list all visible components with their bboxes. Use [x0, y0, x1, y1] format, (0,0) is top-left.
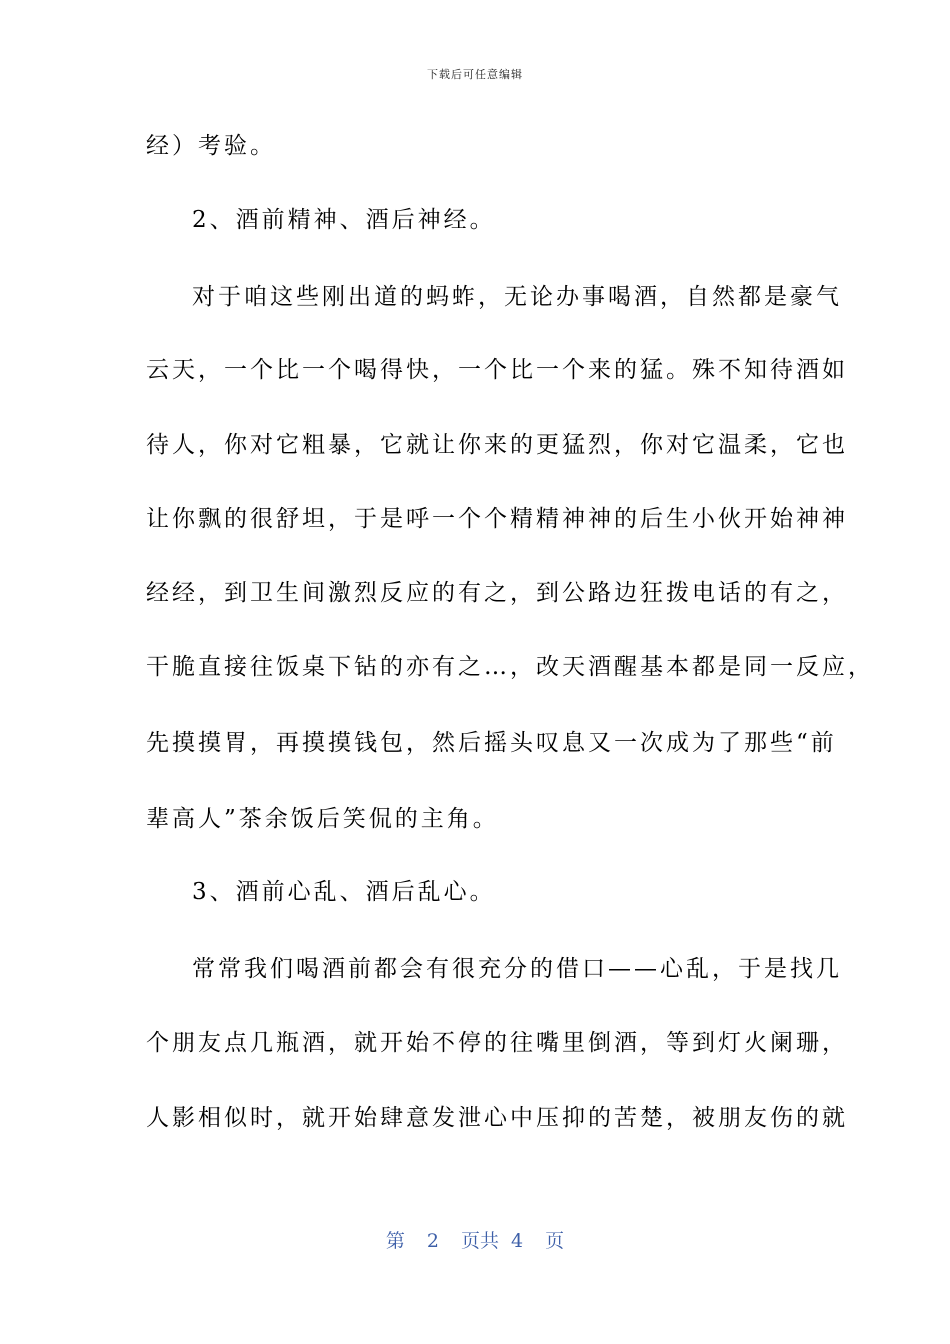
footer-current-page: 2 [426, 1230, 439, 1252]
paragraph-first-line: 对于咱这些刚出道的蚂蚱，无论办事喝酒，自然都是豪气 [192, 284, 842, 310]
footer-total-pages: 4 [511, 1230, 524, 1252]
body-line: 经）考验。 [146, 133, 276, 159]
footer-label-total: 页共 [460, 1230, 499, 1252]
body-line: 先摸摸胃，再摸摸钱包，然后摇头叹息又一次成为了那些“前 [146, 730, 837, 756]
page-footer [0, 1226, 950, 1253]
footer-label-page: 第 [385, 1230, 405, 1252]
body-line: 待人，你对它粗暴，它就让你来的更猛烈，你对它温柔，它也 [146, 432, 848, 458]
paragraph-first-line: 常常我们喝酒前都会有很充分的借口——心乱，于是找几 [192, 956, 842, 982]
page-header: 下载后可任意编辑 [427, 68, 523, 81]
body-line: 辈高人”茶余饭后笑侃的主角。 [146, 806, 499, 832]
body-line: 让你飘的很舒坦，于是呼一个个精精神神的后生小伙开始神神 [146, 506, 848, 532]
body-line: 个朋友点几瓶酒，就开始不停的往嘴里倒酒，等到灯火阑珊， [146, 1030, 848, 1056]
footer-label-end: 页 [545, 1230, 565, 1252]
body-line: 经经，到卫生间激烈反应的有之，到公路边狂拨电话的有之， [146, 580, 848, 606]
body-line: 人影相似时，就开始肆意发泄心中压抑的苦楚，被朋友伤的就 [146, 1105, 848, 1131]
section-heading: 2、酒前精神、酒后神经。 [192, 207, 496, 233]
body-line: 云天，一个比一个喝得快，一个比一个来的猛。殊不知待酒如 [146, 357, 848, 383]
body-line: 干脆直接往饭桌下钻的亦有之…，改天酒醒基本都是同一反应， [146, 654, 874, 680]
section-heading: 3、酒前心乱、酒后乱心。 [192, 879, 496, 905]
